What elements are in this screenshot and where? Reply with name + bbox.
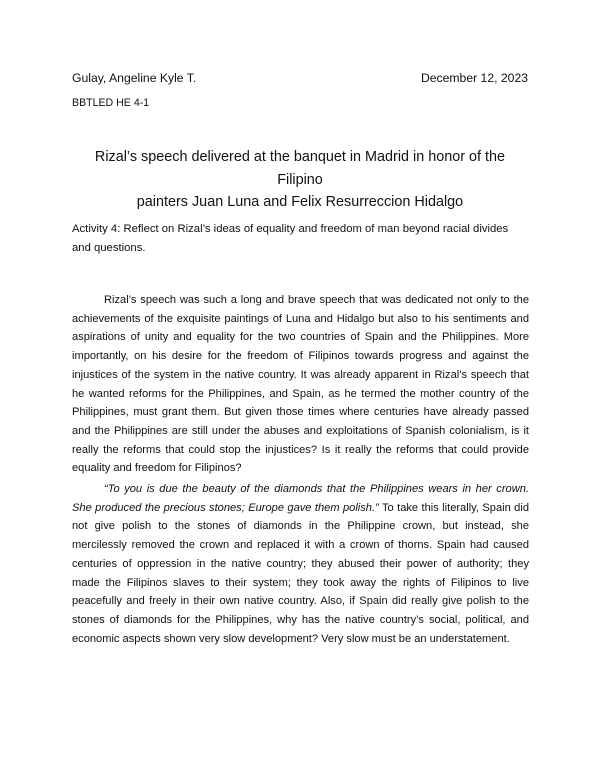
- title-line-2: painters Juan Luna and Felix Resurreccion Hidalgo: [136, 194, 464, 210]
- document-title: [72, 146, 528, 214]
- rizal-quote: “To you is due the beauty of the diamonds that the Philippines wears in her crown. She produced the precious stones; Europe gave them polish.”: [72, 483, 529, 514]
- document-header: [72, 70, 528, 86]
- class-section: BBTLED HE 4-1: [72, 97, 150, 109]
- activity-prompt: Activity 4: Reflect on Rizal’s ideas of equality and freedom of man beyond racial divides and questions.: [72, 223, 509, 254]
- essay-body: [72, 291, 529, 650]
- title-line-1: Rizal’s speech delivered at the banquet in Madrid in honor of the Filipino: [94, 149, 506, 188]
- paragraph-2: [72, 480, 529, 648]
- author-name: Gulay, Angeline Kyle T.: [72, 71, 197, 85]
- paragraph-2-text: To take this literally, Spain did not give polish to the stones of diamonds in the Philippine crown, but instead, she mercilessly removed the crown and replaced it with a crown of thorns. Spain had caused centuries of oppression in the native country; they abused their power of authority; they made the Filipinos slaves to their system; they took away the rights of Filipinos to live peacefully and freely in their own native country. Also, if Spain did really give polish to the stones of diamonds for the Philippines, why has the native country’s social, political, and economic aspects shown very slow development? Very slow must be an understatement.: [72, 501, 529, 645]
- paragraph-1: Rizal’s speech was such a long and brave speech that was dedicated not only to the achievements of the exquisite paintings of Luna and Hidalgo but also to his sentiments and aspirations of unity and equality for the two countries of Spain and the Philippines. More importantly, on his desire for the freedom of Filipinos towards progress and against the injustices of the system in the native country. It was already apparent in Rizal’s speech that he wanted reforms for the Philippines, and Spain, as he termed the mother country of the Philippines, must grant them. But given those times where centuries have already passed and the Philippines are still under the abuses and exploitations of Spanish colonialism, is it really the reforms that could stop the injustices? Is it really the reforms that could provide equality and freedom for Filipinos?: [72, 294, 529, 475]
- document-date: December 12, 2023: [420, 71, 528, 85]
